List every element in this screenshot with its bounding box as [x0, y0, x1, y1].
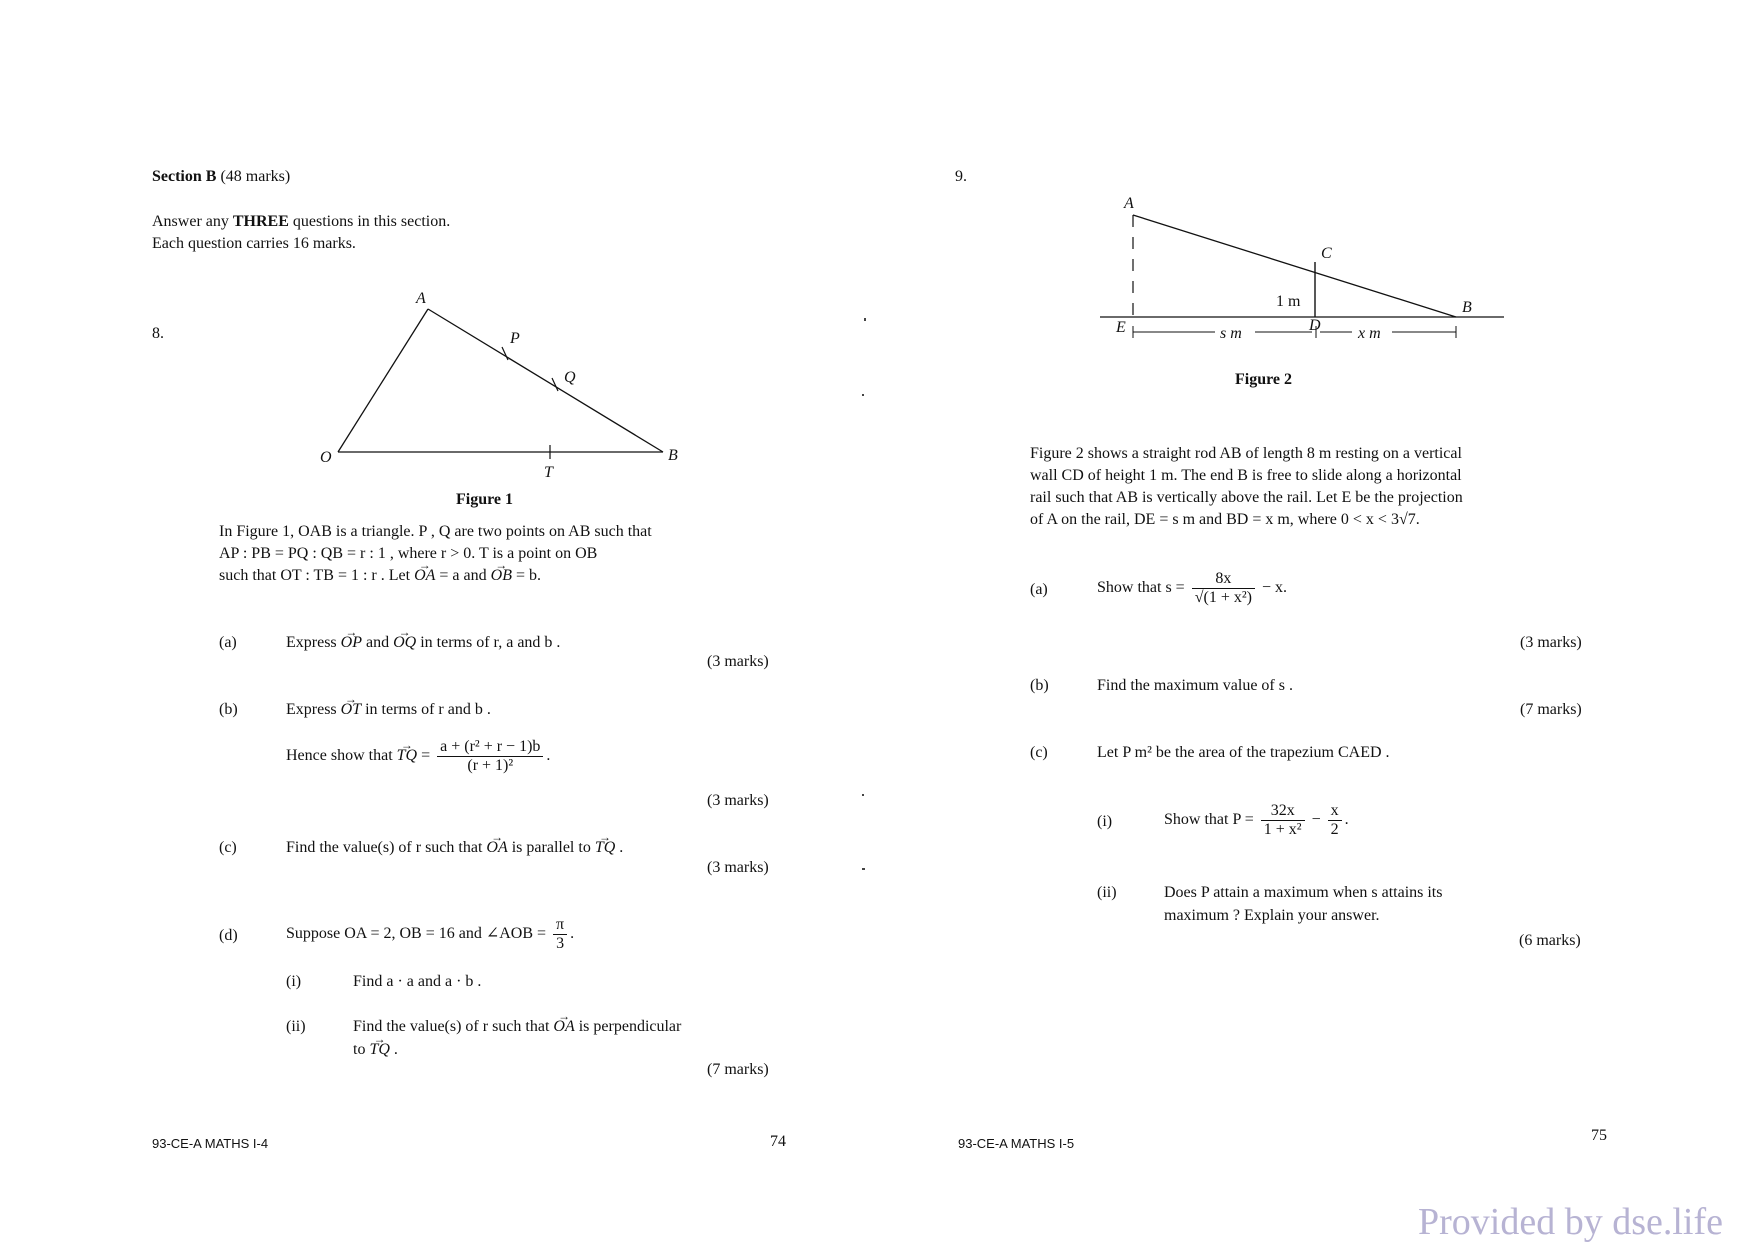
- part-d-marks: (7 marks): [707, 1061, 769, 1078]
- q9-part-c-label: (c): [1030, 744, 1048, 761]
- text: − x.: [1261, 579, 1287, 597]
- q9-part-c-i-text: [1164, 802, 1349, 839]
- label-D: D: [1309, 317, 1321, 334]
- vector-OA: → OA: [553, 1017, 574, 1037]
- fraction-denominator: 3: [556, 935, 565, 952]
- part-a-label: (a): [219, 634, 237, 651]
- q9-intro-line-2: wall CD of height 1 m. The end B is free to slide along a horizontal: [1030, 467, 1462, 484]
- fraction-pi-over-3: [553, 916, 567, 953]
- label-height: 1 m: [1276, 293, 1301, 310]
- text: to: [353, 1041, 366, 1058]
- fraction-denominator: (r + 1)²: [467, 757, 514, 774]
- fraction-TQ: [437, 738, 543, 775]
- label-B: B: [668, 447, 678, 464]
- q9-part-b-label: (b): [1030, 677, 1049, 694]
- q9-part-b-text: Find the maximum value of s .: [1097, 677, 1293, 694]
- intro-text-a: = a and: [439, 567, 487, 584]
- vector-OA: → OA: [414, 566, 435, 586]
- figure-2-diagram: [1090, 190, 1510, 360]
- question-number-8: 8.: [152, 325, 164, 342]
- label-s: s m: [1220, 325, 1242, 342]
- part-b-label: (b): [219, 701, 238, 718]
- q9-intro-line-4: of A on the rail, DE = s m and BD = x m, where 0 < x < 3√7.: [1030, 511, 1420, 528]
- label-x: x m: [1358, 325, 1381, 342]
- minus-sign: −: [1311, 811, 1321, 829]
- vector-OT: → OT: [341, 700, 361, 720]
- part-d-ii-text-2: [353, 1040, 398, 1060]
- label-E: E: [1116, 319, 1126, 336]
- q8-intro-line-1: In Figure 1, OAB is a triangle. P , Q are two points on AB such that: [219, 523, 652, 540]
- q9-part-a-marks: (3 marks): [1520, 634, 1582, 651]
- label-Q: Q: [564, 369, 576, 386]
- instruction-line-2: Each question carries 16 marks.: [152, 235, 356, 252]
- footer-code-left: 93-CE-A MATHS I-4: [152, 1136, 269, 1151]
- text: Hence show that: [286, 747, 393, 765]
- speck: [864, 318, 866, 321]
- part-b-hence: [286, 738, 550, 775]
- text: and: [365, 634, 390, 651]
- speck: [862, 868, 865, 870]
- period: .: [570, 925, 575, 943]
- intro-text: such that OT : TB = 1 : r . Let: [219, 567, 411, 584]
- vector-TQ: → TQ: [595, 838, 615, 858]
- q9-part-c-i-label: (i): [1097, 813, 1113, 830]
- equals-sign: =: [421, 747, 431, 765]
- label-C: C: [1321, 245, 1332, 262]
- label-A: A: [416, 290, 426, 307]
- vector-OQ: → OQ: [393, 633, 416, 653]
- period: .: [546, 747, 551, 765]
- q9-part-c-text: Let P m² be the area of the trapezium CAED .: [1097, 744, 1390, 761]
- part-d-i-text: Find a · a and a · b .: [353, 973, 482, 990]
- vector-OB: → OB: [491, 566, 512, 586]
- page-number-left: 74: [770, 1133, 786, 1150]
- label-T: T: [544, 464, 553, 480]
- q9-part-c-marks: (6 marks): [1519, 932, 1581, 949]
- text: Show that P =: [1164, 811, 1254, 829]
- figure-2-caption: Figure 2: [1235, 371, 1293, 388]
- q8-intro-line-2: AP : PB = PQ : QB = r : 1 , where r > 0. T is a point on OB: [219, 545, 598, 562]
- side-AB: [428, 309, 663, 452]
- q9-part-c-ii-label: (ii): [1097, 884, 1117, 901]
- part-b-marks: (3 marks): [707, 792, 769, 809]
- instruction-line-1: [152, 212, 450, 232]
- part-d-ii-text: [353, 1017, 681, 1037]
- question-number-9: 9.: [955, 168, 967, 185]
- vector-TQ: → TQ: [397, 746, 417, 766]
- tick-P: [502, 347, 508, 360]
- fraction-x-over-2: [1328, 802, 1342, 839]
- period: .: [1344, 811, 1349, 829]
- fraction-numerator: 32x: [1261, 802, 1305, 821]
- vector-TQ: → TQ: [369, 1040, 389, 1060]
- fraction-denominator: 1 + x²: [1263, 821, 1302, 838]
- part-d-i-label: (i): [286, 973, 302, 990]
- q9-intro-line-3: rail such that AB is vertically above the rail. Let E be the projection: [1030, 489, 1463, 506]
- vector-OA: → OA: [486, 838, 507, 858]
- q9-part-c-ii-line-1: Does P attain a maximum when s attains its: [1164, 884, 1443, 901]
- text: Find the value(s) of r such that: [286, 839, 483, 856]
- fraction-numerator: 8x: [1192, 570, 1255, 589]
- fraction-numerator: x: [1328, 802, 1342, 821]
- text: in terms of r and b .: [365, 701, 491, 718]
- part-d-text: [286, 916, 574, 953]
- label-P: P: [510, 330, 520, 347]
- q8-intro-line-3: [219, 566, 541, 586]
- part-d-ii-label: (ii): [286, 1018, 306, 1035]
- intro-text-b: = b.: [515, 567, 541, 584]
- part-c-text: [286, 838, 623, 858]
- figure-1-diagram: [300, 280, 720, 480]
- period: .: [393, 1041, 398, 1058]
- part-a-text: [286, 633, 560, 653]
- fraction-32x: [1261, 802, 1305, 839]
- part-c-label: (c): [219, 839, 237, 856]
- vector-OP: → OP: [341, 633, 362, 653]
- part-d-label: (d): [219, 927, 238, 944]
- side-OA: [338, 309, 428, 452]
- q9-part-a-text: [1097, 570, 1287, 607]
- watermark: Provided by dse.life: [1418, 1201, 1724, 1243]
- part-c-marks: (3 marks): [707, 859, 769, 876]
- text: is parallel to: [511, 839, 591, 856]
- label-O: O: [320, 449, 332, 466]
- part-b-text: [286, 700, 491, 720]
- speck: [862, 794, 864, 796]
- text: in terms of r, a and b .: [420, 634, 561, 651]
- speck: [862, 394, 864, 396]
- section-marks: (48 marks): [220, 168, 291, 185]
- figure-1-caption: Figure 1: [456, 491, 514, 508]
- q9-part-b-marks: (7 marks): [1520, 701, 1582, 718]
- text: Express: [286, 701, 337, 718]
- text: Find the value(s) of r such that: [353, 1018, 550, 1035]
- text: Express: [286, 634, 337, 651]
- text: Suppose OA = 2, OB = 16 and ∠AOB =: [286, 925, 547, 943]
- label-B: B: [1462, 299, 1472, 316]
- text: is perpendicular: [578, 1018, 682, 1035]
- fraction-denominator: √(1 + x²): [1194, 589, 1252, 606]
- footer-code-right: 93-CE-A MATHS I-5: [958, 1136, 1075, 1151]
- fraction-denominator: 2: [1330, 821, 1339, 838]
- fraction-numerator: a + (r² + r − 1)b: [437, 738, 543, 757]
- instruction-emphasis: THREE: [232, 213, 289, 230]
- instruction-text: Answer any: [152, 213, 233, 230]
- fraction-numerator: π: [553, 916, 567, 935]
- instruction-text-end: questions in this section.: [288, 213, 451, 230]
- section-heading: [152, 167, 290, 187]
- q9-intro-line-1: Figure 2 shows a straight rod AB of length 8 m resting on a vertical: [1030, 445, 1462, 462]
- page-number-right: 75: [1591, 1127, 1607, 1144]
- q9-part-c-ii-line-2: maximum ? Explain your answer.: [1164, 907, 1380, 924]
- section-title: Section B: [152, 168, 217, 185]
- q9-part-a-label: (a): [1030, 581, 1048, 598]
- period: .: [619, 839, 624, 856]
- part-a-marks: (3 marks): [707, 653, 769, 670]
- label-A: A: [1124, 195, 1134, 212]
- text: Show that s =: [1097, 579, 1185, 597]
- fraction-s: [1192, 570, 1255, 607]
